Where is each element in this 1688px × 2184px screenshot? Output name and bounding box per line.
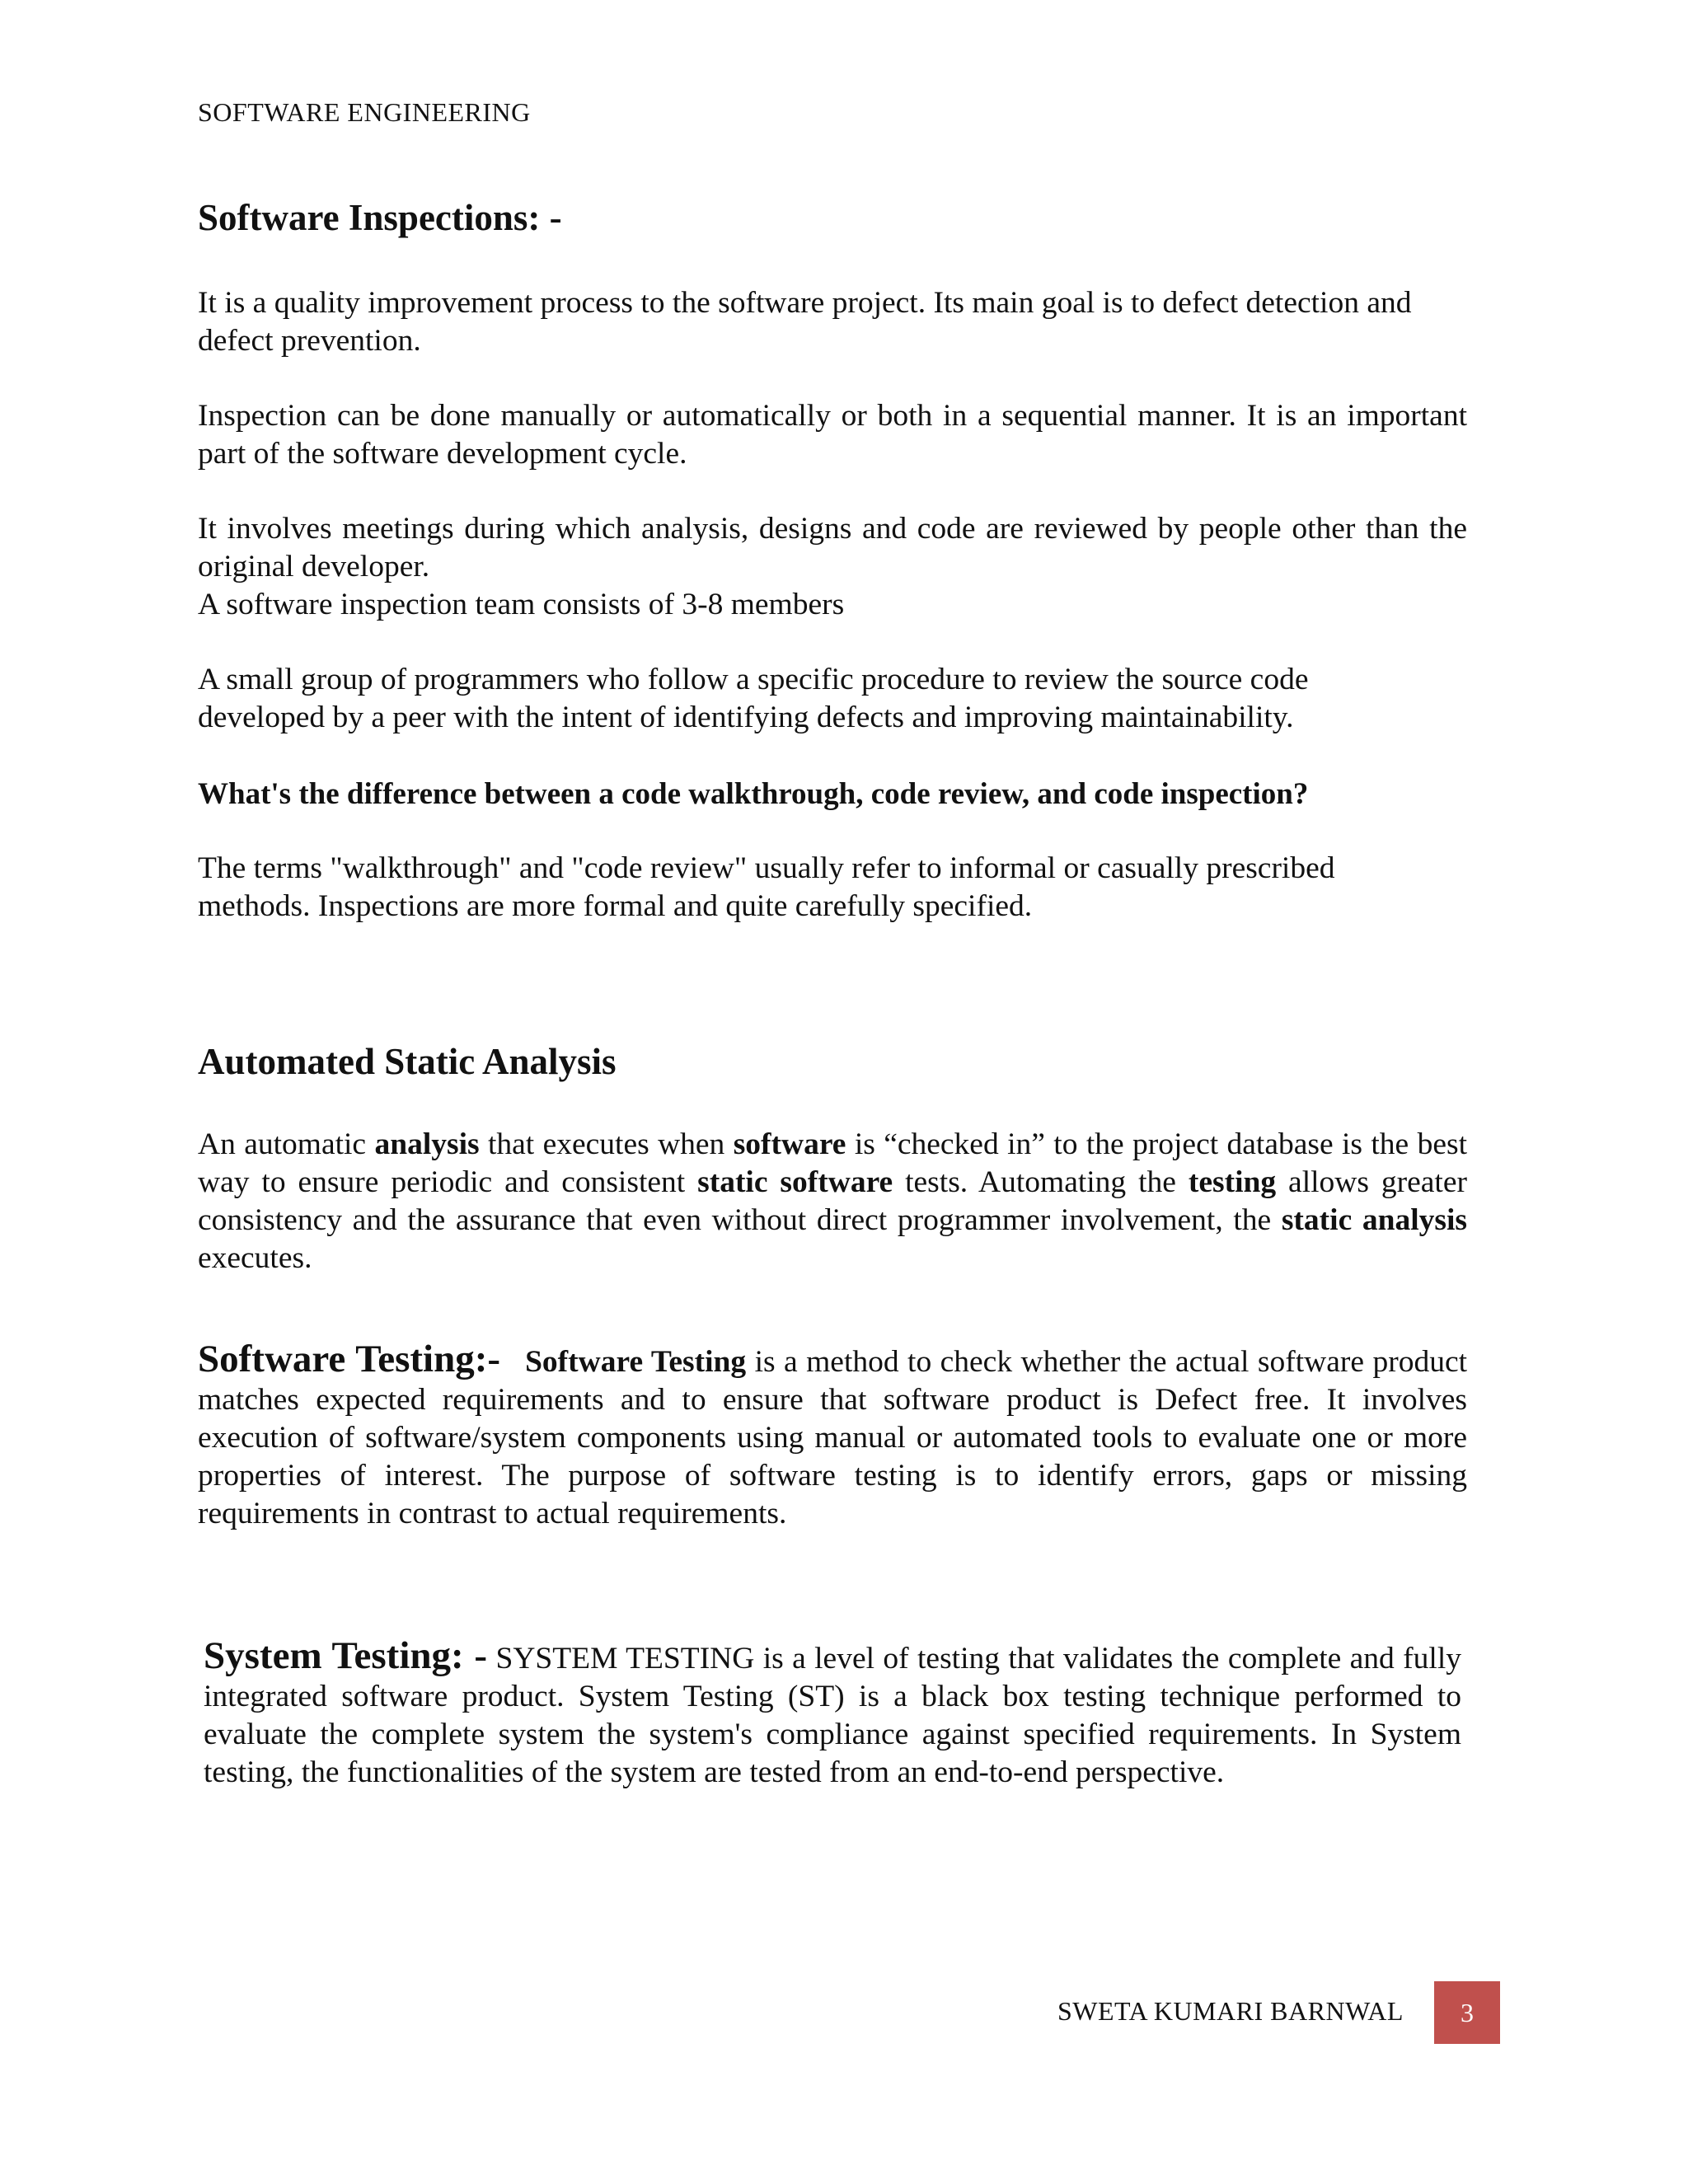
inspections-paragraph-1: It is a quality improvement process to the software project. Its main goal is to defect detection and defect prevention. bbox=[198, 286, 1412, 358]
static-analysis-text-6: executes. bbox=[198, 1241, 312, 1275]
inspections-answer: The terms "walkthrough" and "code review" usually refer to informal or casually prescribed methods. Inspections are more formal and quite carefully specified. bbox=[198, 851, 1335, 923]
software-testing-heading: Software Testing:- bbox=[198, 1338, 501, 1380]
software-testing-term: Software Testing bbox=[525, 1345, 747, 1379]
page-number: 3 bbox=[1461, 1997, 1474, 2027]
static-analysis-paragraph bbox=[198, 1126, 1467, 1277]
inspections-team-size: A software inspection team consists of 3-8 members bbox=[198, 588, 845, 621]
inspections-paragraph-3: It involves meetings during which analysis, designs and code are reviewed by people other than the original developer. bbox=[198, 512, 1467, 583]
static-analysis-bold-4: testing bbox=[1188, 1165, 1277, 1199]
inspections-heading: Software Inspections: - bbox=[198, 197, 562, 238]
running-header: SOFTWARE ENGINEERING bbox=[198, 97, 531, 127]
static-analysis-text-2: that executes when bbox=[479, 1127, 734, 1161]
page-number-badge bbox=[1434, 1981, 1500, 2044]
footer-author: SWETA KUMARI BARNWAL bbox=[1057, 1996, 1404, 2026]
static-analysis-text-4: tests. Automating the bbox=[893, 1165, 1189, 1199]
static-analysis-text-5: allows greater consistency and the assurance that even without direct programmer involvement, the bbox=[198, 1165, 1467, 1237]
system-testing-paragraph bbox=[204, 1634, 1461, 1792]
system-testing-body: SYSTEM TESTING is a level of testing that validates the complete and fully integrated software product. System Testing (ST) is a black box testing technique performed to evaluate the complete system the system's compliance against specified requirements. In System testing, the functionalities of the system are tested from an end-to-end perspective. bbox=[204, 1642, 1461, 1789]
static-analysis-bold-1: analysis bbox=[374, 1127, 480, 1161]
static-analysis-bold-5: static analysis bbox=[1281, 1203, 1467, 1237]
static-analysis-text-3: is “checked in” to the project database is the best way to ensure periodic and consistent bbox=[198, 1127, 1467, 1199]
inspections-paragraph-4: A small group of programmers who follow a specific procedure to review the source code developed by a peer with the intent of identifying defects and improving maintainability. bbox=[198, 663, 1309, 734]
static-analysis-bold-2: software bbox=[733, 1127, 846, 1161]
inspections-question: What's the difference between a code walkthrough, code review, and code inspection? bbox=[198, 777, 1309, 811]
software-testing-paragraph bbox=[198, 1340, 1467, 1533]
static-analysis-heading: Automated Static Analysis bbox=[198, 1041, 617, 1082]
static-analysis-bold-3: static software bbox=[697, 1165, 893, 1199]
static-analysis-text-1: An automatic bbox=[198, 1127, 375, 1161]
system-testing-heading: System Testing: - bbox=[204, 1634, 488, 1677]
software-testing-body: is a method to check whether the actual software product matches expected requirements and to ensure that software product is Defect free. It involves execution of software/system components using manual or automated tools to evaluate one or more properties of interest. The purpose of software testing is to identify errors, gaps or missing requirements in contrast to actual requirements. bbox=[198, 1345, 1468, 1530]
inspections-paragraph-2: Inspection can be done manually or automatically or both in a sequential manner. It is an important part of the software development cycle. bbox=[198, 399, 1467, 471]
